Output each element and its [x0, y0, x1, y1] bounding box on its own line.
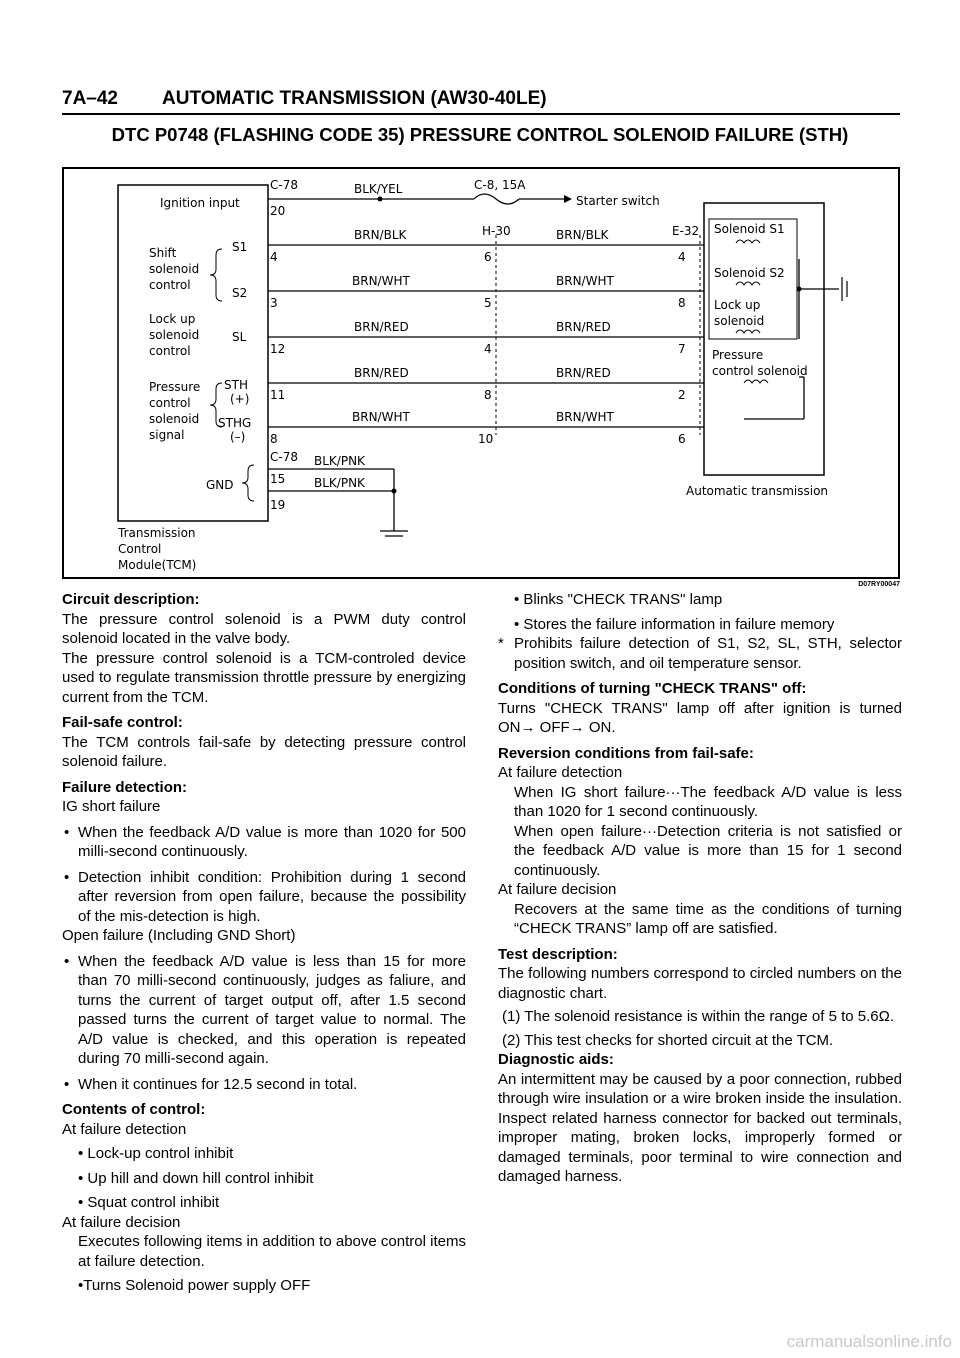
list-item: • When the feedback A/D value is less than 15 for more than 70 milli-second continuously, judges as faliure, and turns the current of target output off, after 1.5 second passed turns the current of target value to normal. The A/D value is checked, and this operation is repeated during 70 milli-second again. [62, 952, 466, 1069]
tcm-pin-4: 4 [270, 250, 278, 264]
splice-dot [797, 287, 802, 292]
wire-brn-red-2: BRN/RED [556, 320, 611, 334]
heading-failure: Failure detection: [62, 778, 188, 796]
h30-pin-6: 6 [484, 250, 492, 264]
h30-pin-10: 10 [478, 432, 494, 446]
connector-e32: E-32 [672, 224, 700, 238]
label-pressure-2: control [149, 396, 191, 410]
label-pcs-2: control solenoid [712, 364, 808, 378]
fuse-icon [474, 194, 519, 204]
at-decision-right: At failure decision [498, 881, 617, 898]
wiring-diagram-svg [64, 169, 898, 577]
pin-s2: S2 [232, 286, 248, 300]
test-p: The following numbers correspond to circled numbers on the diagnostic chart. [498, 965, 902, 1002]
section-title: AUTOMATIC TRANSMISSION (AW30-40LE) [162, 88, 547, 109]
ig-short: IG short failure [62, 798, 161, 815]
heading-turnoff: Conditions of turning "CHECK TRANS" off: [498, 680, 807, 697]
wiring-diagram [62, 167, 900, 579]
label-lockup-2: solenoid [714, 314, 765, 328]
label-pressure-4: signal [149, 428, 185, 442]
open-failure: Open failure (Including GND Short) [62, 927, 296, 944]
failsafe-p: The TCM controls fail-safe by detecting pressure control solenoid failure. [62, 733, 466, 770]
tcm-pin-19: 19 [270, 498, 286, 512]
pin-sl: SL [232, 330, 247, 344]
wire-brn-blk-1: BRN/BLK [354, 228, 407, 242]
e32-pin-2: 2 [678, 388, 686, 402]
brace-icon [242, 465, 254, 501]
label-automatic-transmission: Automatic transmission [686, 484, 829, 498]
label-lockup-1: Lock up [714, 298, 761, 312]
connector-c78-gnd: C-78 [270, 450, 298, 464]
wire-brn-wht-3: BRN/WHT [352, 410, 410, 424]
heading-failsafe: Fail-safe control: [62, 714, 183, 731]
figure-code: D07RY00047 [858, 581, 900, 588]
page-number: 7A–42 [62, 88, 118, 109]
wire-blk-pnk-2: BLK/PNK [314, 476, 365, 490]
pin-sth: STH [224, 378, 248, 392]
label-lockup-3: control [149, 344, 191, 358]
splice-dot [378, 197, 383, 202]
label-shift-3: control [149, 278, 191, 292]
connector-h30: H-30 [482, 224, 511, 238]
h30-pin-8: 8 [484, 388, 492, 402]
coil-icon [736, 282, 760, 285]
coil-icon [744, 380, 768, 383]
coil-icon [736, 240, 760, 243]
decision-p: Executes following items in addition to above control items at failure detection. [78, 1233, 466, 1270]
ground-icon [842, 277, 847, 301]
circuit-p2: The pressure control solenoid is a TCM-controled device used to regulate transmission throttle pressure by energizing current from the TCM. [62, 649, 466, 706]
heading-test: Test description: [498, 945, 618, 963]
test-item-1: (1) The solenoid resistance is within the range of 5 to 5.6Ω. [502, 1008, 894, 1025]
label-ignition-input: Ignition input [160, 196, 240, 210]
wire-brn-red-1: BRN/RED [354, 320, 409, 334]
at-detection: At failure detection [62, 1120, 187, 1138]
list-item: •Turns Solenoid power supply OFF [78, 1277, 311, 1294]
connector-c78: C-78 [270, 178, 298, 192]
wire-brn-red-4: BRN/RED [556, 366, 611, 380]
aids-p: An intermittent may be caused by a poor connection, rubbed through wire insulation or a wire broken inside the insulation. Inspect related harness connector for backed out terminals, improper mating, broken locks, improperly formed or damaged terminals, poor terminal to wire connection and damaged harness. [498, 1070, 902, 1185]
watermark: carmanualsonline.info [786, 1332, 952, 1351]
reversion-3: Recovers at the same time as the conditions of turning “CHECK TRANS” lamp off are satisfied. [514, 900, 902, 937]
label-lockup-2: solenoid [149, 328, 200, 342]
tcm-label-2: Control [118, 542, 162, 556]
wire-brn-red-3: BRN/RED [354, 366, 409, 380]
arrow-icon [564, 195, 572, 203]
wire-brn-wht-4: BRN/WHT [556, 410, 614, 424]
wire-blk-pnk-1: BLK/PNK [314, 454, 365, 468]
tcm-label-1: Transmission [118, 526, 196, 540]
list-item: • Lock-up control inhibit [78, 1145, 234, 1162]
label-lockup-1: Lock up [149, 312, 196, 326]
page-header [62, 88, 547, 110]
tcm-pin-12: 12 [270, 342, 286, 356]
tcm-pin-15: 15 [270, 472, 286, 486]
label-pressure-3: solenoid [149, 412, 200, 426]
heading-reversion: Reversion conditions from fail-safe: [498, 744, 754, 762]
pin-sth-plus: (+) [230, 392, 250, 406]
test-item-2: (2) This test checks for shorted circuit at the TCM. [502, 1031, 834, 1049]
reversion-1: When IG short failure···The feedback A/D value is less than 1020 for 1 second continuously. [514, 783, 902, 820]
reversion-2: When open failure···Detection criteria is not satisfied or the feedback A/D value is more than 15 for 1 second continuously. [514, 822, 902, 879]
pin-gnd: GND [206, 478, 234, 492]
wire-blk-yel: BLK/YEL [354, 182, 403, 196]
at-decision: At failure decision [62, 1213, 181, 1231]
tcm-box [118, 185, 268, 521]
tcm-pin-3: 3 [270, 296, 278, 310]
list-item: • When it continues for 12.5 second in total. [62, 1075, 466, 1095]
tcm-pin-8: 8 [270, 432, 278, 446]
pin-s1: S1 [232, 240, 248, 254]
label-shift-2: solenoid [149, 262, 200, 276]
left-column [62, 590, 466, 1296]
coil-icon [736, 330, 760, 333]
list-item: • Stores the failure information in failure memory [514, 615, 835, 633]
tcm-label-3: Module(TCM) [118, 558, 197, 572]
connector-c8: C-8, 15A [474, 178, 526, 192]
list-item: • Detection inhibit condition: Prohibition during 1 second after reversion from open failure, because the possibility of the mis-detection is high. [62, 868, 466, 927]
tcm-pin-11: 11 [270, 388, 286, 402]
dtc-title: DTC P0748 (FLASHING CODE 35) PRESSURE CONTROL SOLENOID FAILURE (STH) [111, 124, 849, 145]
list-item: • Squat control inhibit [78, 1194, 220, 1211]
list-item: • Up hill and down hill control inhibit [78, 1169, 314, 1187]
tcm-pin-20: 20 [270, 204, 286, 218]
heading-aids: Diagnostic aids: [498, 1051, 614, 1068]
at-detection-right: At failure detection [498, 764, 623, 781]
label-pressure-1: Pressure [149, 380, 201, 394]
label-pcs-1: Pressure [712, 348, 764, 362]
circuit-p1: The pressure control solenoid is a PWM duty control solenoid located in the valve body. [62, 610, 466, 647]
label-solenoid-s2: Solenoid S2 [714, 266, 785, 280]
brace-icon [210, 249, 222, 301]
right-column [498, 590, 902, 1187]
wire-brn-wht-2: BRN/WHT [556, 274, 614, 288]
h30-pin-5: 5 [484, 296, 492, 310]
list-item: • When the feedback A/D value is more than 1020 for 500 milli-second continuously. [62, 823, 466, 862]
wire-brn-blk-2: BRN/BLK [556, 228, 609, 242]
prohibit-note: * Prohibits failure detection of S1, S2, SL, STH, selector position switch, and oil temperature sensor. [498, 634, 902, 673]
header-rule [62, 113, 900, 115]
heading-circuit: Circuit description: [62, 591, 200, 608]
e32-pin-4: 4 [678, 250, 686, 264]
splice-dot [392, 489, 397, 494]
e32-pin-8: 8 [678, 296, 686, 310]
heading-contents: Contents of control: [62, 1101, 206, 1118]
pin-sthg-minus: (–) [230, 430, 246, 444]
label-starter-switch: Starter switch [576, 194, 660, 208]
pin-sthg: STHG [218, 416, 252, 430]
e32-pin-7: 7 [678, 342, 686, 356]
label-solenoid-s1: Solenoid S1 [714, 222, 785, 236]
label-shift-1: Shift [149, 246, 177, 260]
e32-pin-6: 6 [678, 432, 686, 446]
list-item: • Blinks "CHECK TRANS" lamp [514, 591, 723, 608]
wire-brn-wht-1: BRN/WHT [352, 274, 410, 288]
turnoff-p: Turns "CHECK TRANS" lamp off after ignition is turned ON→ OFF→ ON. [498, 699, 902, 736]
h30-pin-4: 4 [484, 342, 492, 356]
